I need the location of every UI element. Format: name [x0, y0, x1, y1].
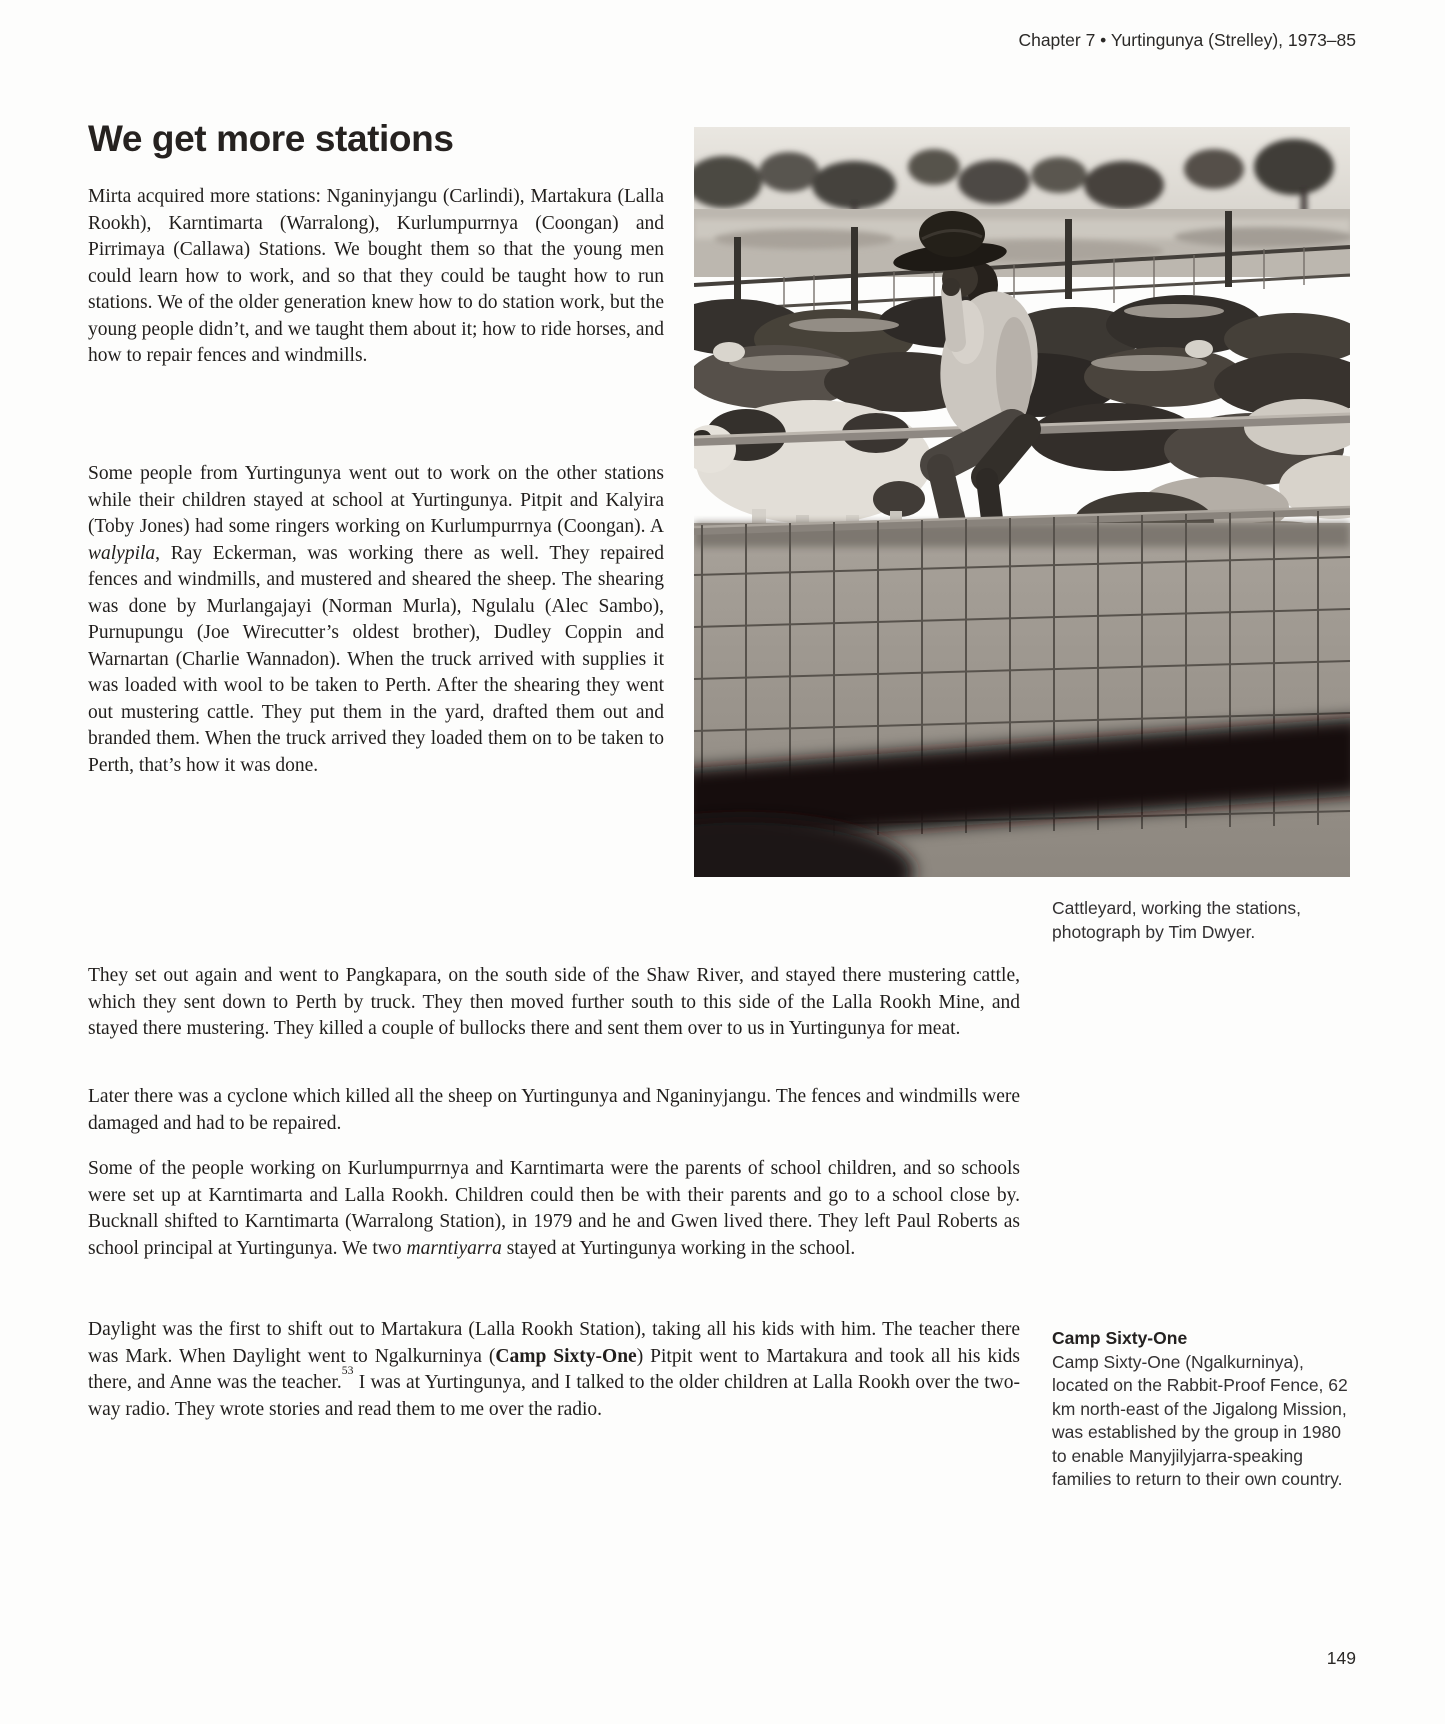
paragraph-4: Later there was a cyclone which killed all the sheep on Yurtingunya and Nganinyjangu. The fences and windmills were damaged and had to be repaired.: [88, 1086, 1020, 1134]
margin-note-body: Camp Sixty-One (Ngalkurninya), located on the Rabbit-Proof Fence, 62 km north-east of the Jigalong Mission, was established by the group in 1980 to enable Manyjilyjarra-speaking families to return to their own country.: [1052, 1351, 1348, 1489]
paragraph-5: Some of the people working on Kurlumpurrnya and Karntimarta were the parents of school children, and so schools were set up at Karntimarta and Lalla Rookh. Children could then be with their parents and go to a school close by. Bucknall shifted to Karntimarta (Warralong Station), in 1979 and he and Gwen lived there. They left Paul Roberts as school principal at Yurtingunya. We two marntiyarra stayed at Yurtingunya working in the school.: [88, 1158, 1020, 1259]
paragraph-6: Daylight was the first to shift out to Martakura (Lalla Rookh Station), taking all his kids with him. The teacher there was Mark. When Daylight went to Ngalkurninya (Camp Sixty-One) Pitpit went to Martakura and took all his kids there, and Anne was the teacher.$^{53}$ I was at Yurtingunya, and I talked to the older children at Lalla Rookh over the two-way radio. They wrote stories and read them to me over the radio.: [88, 1319, 1020, 1420]
paragraph-2: Some people from Yurtingunya went out to work on the other stations while their children stayed at school at Yurtingunya. Pitpit and Kalyira (Toby Jones) had some ringers working on Kurlumpurrnya (Coongan). A walypila, Ray Eckerman, was working there as well. They repaired fences and windmills, and mustered and sheared the sheep. The shearing was done by Murlangajayi (Norman Murla), Ngulalu (Alec Sambo), Purnupungu (Joe Wirecutter’s oldest brother), Dudley Coppin and Warnartan (Charlie Wannadon). When the truck arrived with supplies it was loaded with wool to be taken to Perth. After the shearing they went out mustering cattle. They put them in the yard, drafted them out and branded them. When the truck arrived they loaded them on to be taken to Perth, that’s how it was done.: [88, 463, 664, 776]
paragraph-3: They set out again and went to Pangkapara, on the south side of the Shaw River, and stayed there mustering cattle, which they sent down to Perth by truck. They then moved further south to this side of the Lalla Rookh Mine, and stayed there mustering. They killed a couple of bullocks there and sent them over to us in Yurtingunya for meat.: [88, 965, 1020, 1039]
margin-note-camp-sixty-one: [1052, 1327, 1350, 1492]
section-title: We get more stations: [88, 118, 454, 159]
photo-caption-line-1: Cattleyard, working the stations,: [1052, 898, 1302, 918]
photo-cattleyard: [694, 127, 1350, 877]
margin-note-title: Camp Sixty-One: [1052, 1328, 1188, 1348]
photo-caption-line-2: photograph by Tim Dwyer.: [1052, 921, 1256, 942]
page-number: 149: [1326, 1648, 1356, 1668]
running-header: Chapter 7 • Yurtingunya (Strelley), 1973–85: [1018, 30, 1356, 50]
photo-caption: [1052, 897, 1352, 944]
photo-illustration: [694, 127, 1350, 877]
paragraph-1: Mirta acquired more stations: Nganinyjangu (Carlindi), Martakura (Lalla Rookh), Karntimarta (Warralong), Kurlumpurrnya (Coongan) and Pirrimaya (Callawa) Stations. We bought them so that the young men could learn how to work, and so that they could be taught how to run stations. We of the older generation knew how to do station work, but the young people didn’t, and we taught them about it; how to ride horses, and how to repair fences and windmills.: [88, 186, 664, 366]
